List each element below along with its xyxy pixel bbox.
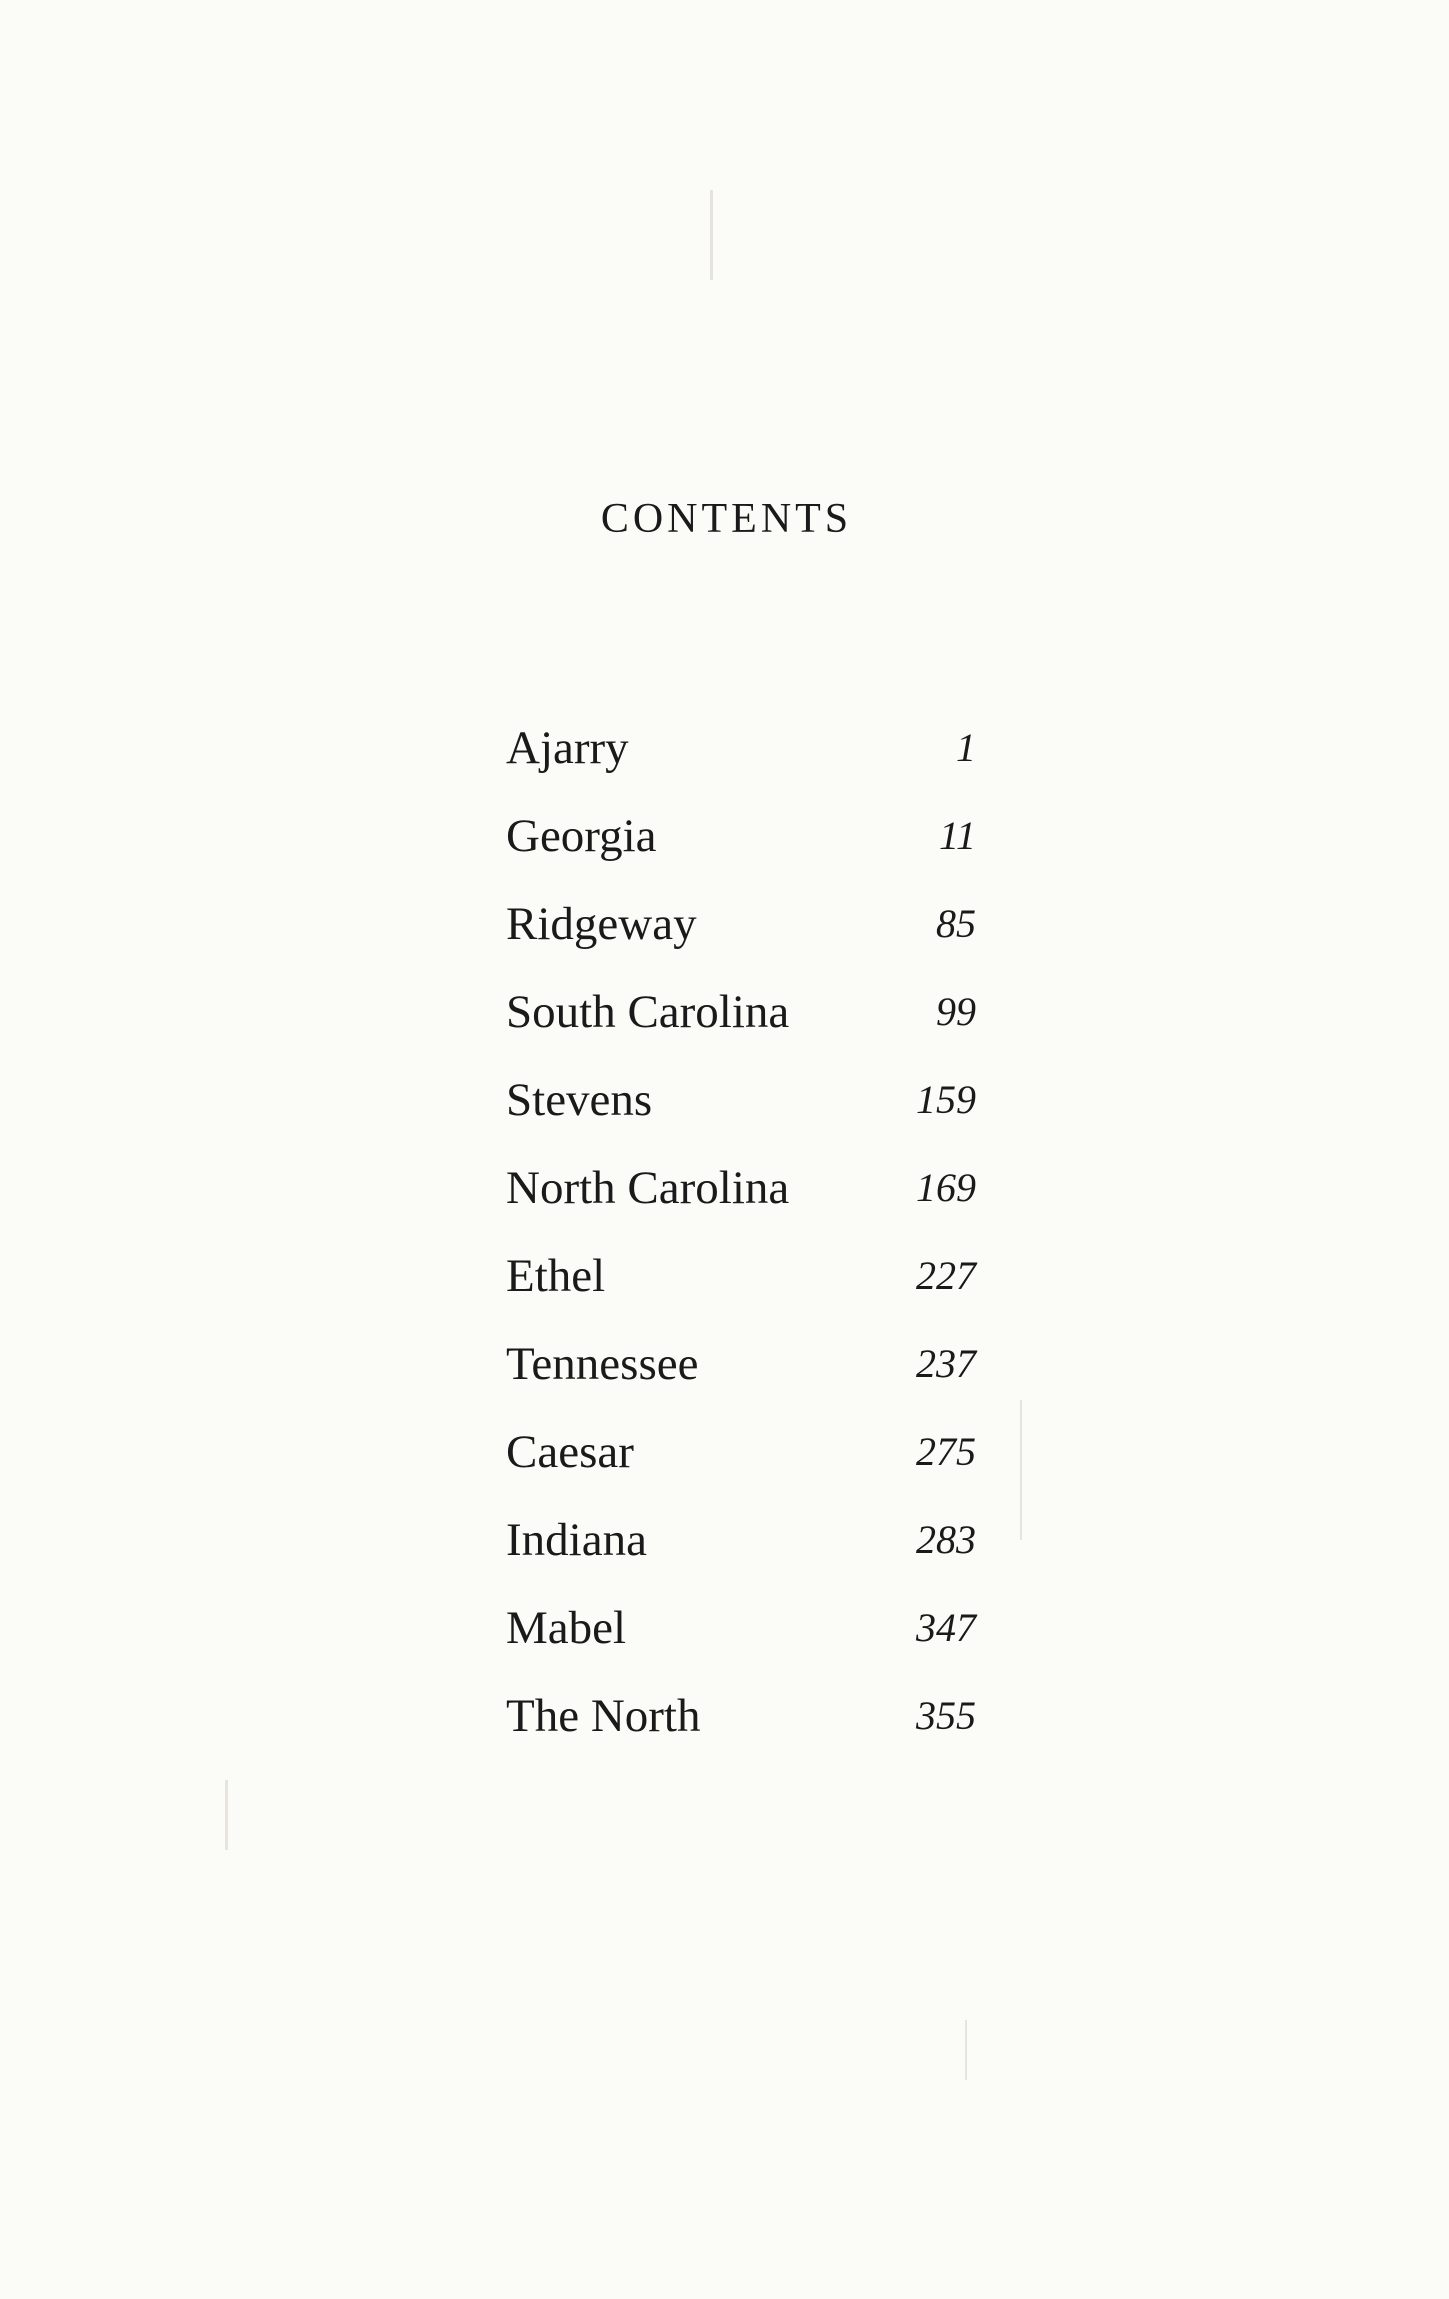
page-number: 355: [916, 1693, 976, 1738]
paper-speck: [225, 1780, 228, 1850]
toc-entry: [506, 984, 976, 1072]
page-number: 169: [916, 1165, 976, 1210]
chapter-title: Georgia: [506, 810, 657, 862]
chapter-title: North Carolina: [506, 1162, 790, 1214]
toc-entry: [506, 1688, 976, 1776]
table-of-contents: [506, 720, 976, 1776]
chapter-title: Tennessee: [506, 1338, 699, 1390]
page-number: 85: [936, 901, 976, 946]
toc-entry: [506, 808, 976, 896]
chapter-title: Mabel: [506, 1602, 627, 1654]
toc-entry: [506, 1424, 976, 1512]
page-number: 99: [936, 989, 976, 1034]
page-number: 227: [916, 1253, 976, 1298]
chapter-title: Ethel: [506, 1250, 606, 1302]
page-title: CONTENTS: [600, 496, 853, 542]
toc-entry: [506, 1072, 976, 1160]
paper-speck: [710, 190, 713, 280]
chapter-title: Ajarry: [506, 722, 629, 774]
paper-speck: [1020, 1400, 1022, 1540]
toc-entry: [506, 1600, 976, 1688]
page-number: 347: [916, 1605, 976, 1650]
toc-entry: [506, 1336, 976, 1424]
toc-entry: [506, 896, 976, 984]
page-number: 11: [938, 813, 976, 858]
page-number: 159: [916, 1077, 976, 1122]
chapter-title: South Carolina: [506, 986, 790, 1038]
paper-speck: [965, 2020, 967, 2080]
toc-entry: [506, 720, 976, 808]
page-number: 275: [916, 1429, 976, 1474]
chapter-title: Ridgeway: [506, 898, 697, 950]
page-number: 237: [916, 1341, 976, 1386]
chapter-title: Indiana: [506, 1514, 647, 1566]
chapter-title: Stevens: [506, 1074, 653, 1126]
toc-entry: [506, 1512, 976, 1600]
chapter-title: The North: [506, 1690, 701, 1742]
chapter-title: Caesar: [506, 1426, 634, 1478]
toc-entry: [506, 1160, 976, 1248]
page-number: 1: [956, 725, 976, 770]
toc-entry: [506, 1248, 976, 1336]
page-number: 283: [916, 1517, 976, 1562]
